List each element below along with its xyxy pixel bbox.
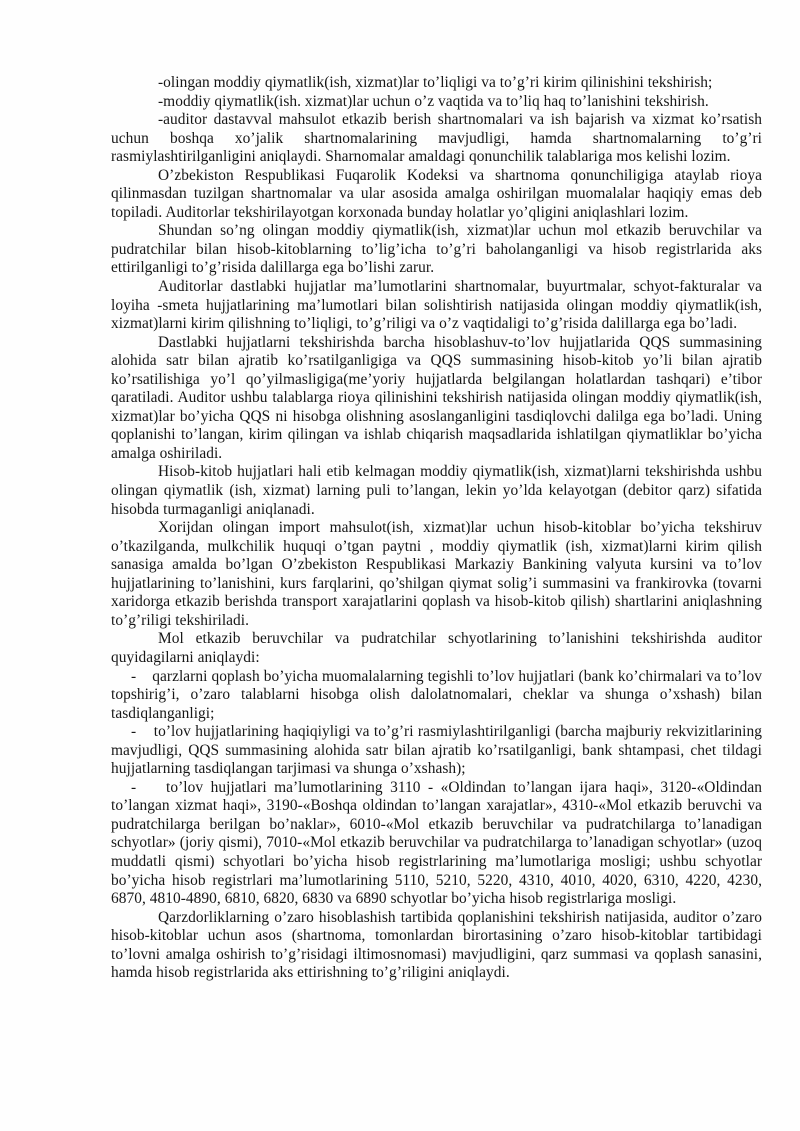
paragraph-auditor-contracts: -auditor dastavval mahsulot etkazib berish shartnomalari va ish bajarish va xizmat ko’rsatish uchun boshqa xo’jalik shartnomalarining mavjudligi, hamda shartnomalarning to’g’ri rasmiylashtirilganligini aniqlaydi. Sharnomalar amaldagi qonunchilik talablariga mos kelishi lozim. bbox=[111, 111, 762, 166]
paragraph-qqs-check: Dastlabki hujjatlarni tekshirishda barcha hisoblashuv-to’lov hujjatlarida QQS summasining alohida satr bilan ajratib ko’rsatilganligiga va QQS summasining hisob-kitob yo’li bilan ajratib ko’rsatilishiga yo’l qo’yilmasligiga(me’yoriy hujjatlarda belgilangan holatlardan tashqari) e’tibor qaratiladi. Auditor ushbu talablarga rioya qilinishini tekshirish natijasida olingan moddiy qiymatlik(ish, xizmat)lar bo’yicha QQS ni hisobga olishning asoslanganligini tasdiqlovchi dalilga ega bo’ladi. Uning qoplanishi to’langan, kirim qilingan va ishlab chiqarish maqsadlarida ishlatilgan qiymatliklar bo’yicha amalga oshiriladi. bbox=[111, 333, 762, 462]
paragraph-civil-code: O’zbekiston Respublikasi Fuqarolik Kodeksi va shartnoma qonunchiligiga ataylab rioya qilinmasdan tuzilgan shartnomalar va ular asosida amalga oshirilgan muomalalar haqiqiy emas deb topiladi. Auditorlar tekshirilayotgan korxonada bunday holatlar yo’qligini aniqlashlari lozim. bbox=[111, 166, 762, 221]
paragraph-suppliers-settlements: Shundan so’ng olingan moddiy qiymatlik(ish, xizmat)lar uchun mol etkazib beruvchilar va pudratchilar bilan hisob-kitoblarning to’lig’icha to’g’ri baholanganligi va hisob registrlarida aks ettirilganligi to’g’risida dalillarga ega bo’lishi zarur. bbox=[111, 222, 762, 277]
paragraph-check-item-2: -moddiy qiymatlik(ish. xizmat)lar uchun o’z vaqtida va to’liq haq to’lanishini tekshirish. bbox=[158, 92, 709, 110]
paragraph-list-item-debt-payment: - qarzlarni qoplash bo’yicha muomalalarning tegishli to’lov hujjatlari (bank ko’chirmalari va to’lov topshirig’i, o’zaro talablarni hisobga olish dalolatnomalari, cheklar va shunga o’xshash) bilan tasdiqlanganligi; bbox=[111, 667, 762, 722]
paragraph-goods-in-transit: Hisob-kitob hujjatlari hali etib kelmagan moddiy qiymatlik(ish, xizmat)larni tekshirishda ushbu olingan qiymatlik (ish, xizmat) larning puli to’langan, lekin yo’lda kelayotgan (debitor qarz) sifatida hisobda turmaganligi aniqlanadi. bbox=[111, 463, 762, 518]
document-text-block bbox=[111, 74, 762, 983]
paragraph-list-item-account-registers: - to’lov hujjatlari ma’lumotlarining 3110 - «Oldindan to’langan ijara haqi», 3120-«Oldindan to’langan xizmat haqi», 3190-«Boshqa oldindan to’langan xarajatlar», 4310-«Mol etkazib beruvchi va pudratchilarga berilgan bo’naklar», 6010-«Mol etkazib beruvchilar va pudratchilarga to’lanadigan schyotlar» (joriy qismi), 7010-«Mol etkazib beruvchilar va pudratchilarga to’lanadigan schyotlar» (uzoq muddatli qismi) schyotlari bo’yicha hisob registrlarining ma’lumotlariga mosligi; ushbu schyotlar bo’yicha hisob registrlari ma’lumotlarining 5110, 5210, 5220, 4310, 4010, 4020, 6310, 4220, 4230, 6870, 4810-4890, 6810, 6820, 6830 va 6890 schyotlar bo’yicha hisob registrlariga mosligi. bbox=[111, 778, 762, 908]
paragraph-list-item-document-validity: - to’lov hujjatlarining haqiqiyligi va to’g’ri rasmiylashtirilganligi (barcha majburiy rekvizitlarining mavjudligi, QQS summasining alohida satr bilan ajratib ko’rsatilganligi, bank shtampasi, chet tildagi hujjatlarning tasdiqlangan tarjimasi va shunga o’xshash); bbox=[111, 723, 762, 778]
paragraph-auditor-determines-intro: Mol etkazib beruvchilar va pudratchilar schyotlarining to’lanishini tekshirishda auditor quyidagilarni aniqlaydi: bbox=[111, 630, 762, 666]
paragraph-check-item-1: -olingan moddiy qiymatlik(ish, xizmat)lar to’liqligi va to’g’ri kirim qilinishini tekshirish; bbox=[158, 74, 713, 91]
paragraph-primary-documents: Auditorlar dastlabki hujjatlar ma’lumotlarini shartnomalar, buyurtmalar, schyot-fakturalar va loyiha -smeta hujjatlarining ma’lumotlari bilan solishtirish natijasida olingan moddiy qiymatlik(ish, xizmat)larni kirim qilishning to’liqligi, to’g’riligi va o’z vaqtidaligi to’g’risida dalillarga ega bo’ladi. bbox=[111, 278, 762, 333]
paragraph-import-check: Xorijdan olingan import mahsulot(ish, xizmat)lar uchun hisob-kitoblar bo’yicha tekshiruv o’tkazilganda, mulkchilik huquqi o’tgan paytni , moddiy qiymatlik (ish, xizmat)larni kirim qilish sanasiga amalda bo’lgan O’zbekiston Respublikasi Markaziy Bankining valyuta kursini va to’lov hujjatlarining to’lanishini, kurs farqlarini, qo’shilgan qiymat solig’i summasini va frankirovka (tovarni xaridorga etkazib berishda transport xarajatlarini qoplash va hisob-kitob qilish) shartlarini aniqlashning to’g’riligi tekshiriladi. bbox=[111, 519, 762, 629]
paragraph-mutual-settlements: Qarzdorliklarning o’zaro hisoblashish tartibida qoplanishini tekshirish natijasida, auditor o’zaro hisob-kitoblar uchun asos (shartnoma, tomonlardan birortasining o’zaro hisob-kitoblar tartibidagi to’lovni amalga oshirish to’g’risidagi iltimosnomasi) mavjudligini, qarz summasi va qoplash sanasini, hamda hisob registrlarida aks ettirishning to’g’riligini aniqlaydi. bbox=[111, 908, 762, 982]
